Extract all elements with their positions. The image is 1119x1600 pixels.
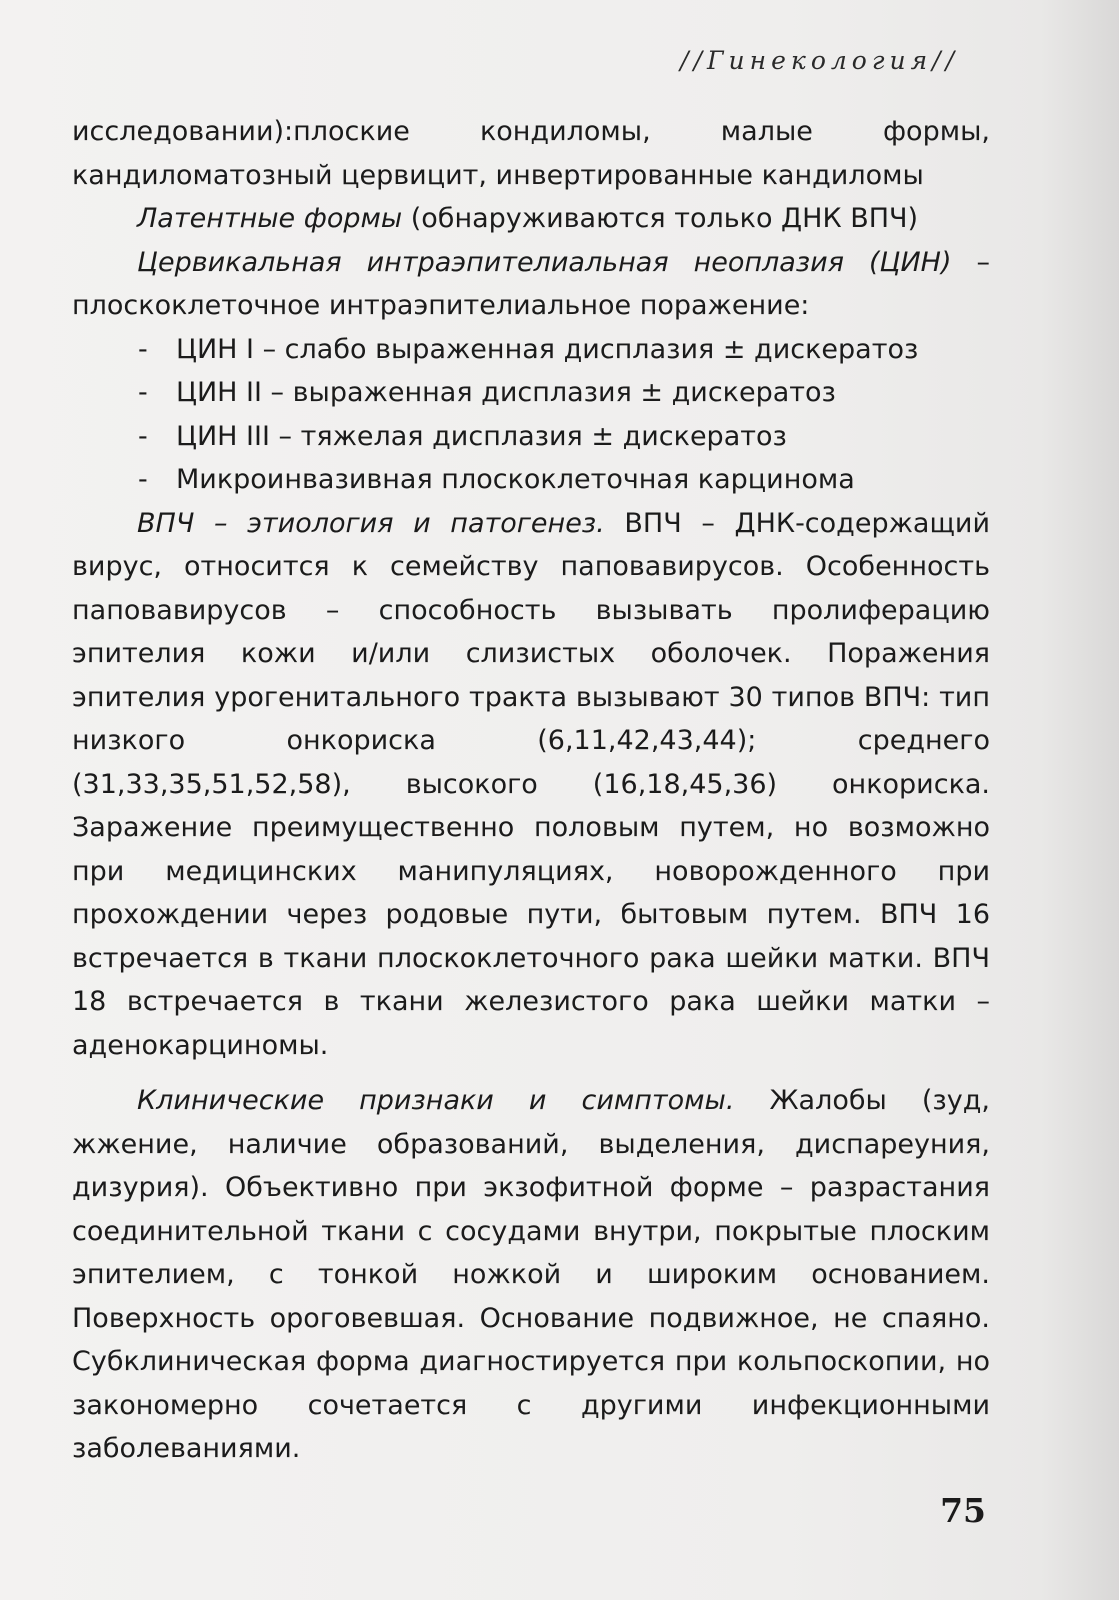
latent-forms-lead: Латентные формы bbox=[137, 203, 403, 234]
cin-text: – плоскоклеточное интраэпителиальное поражение: bbox=[72, 246, 990, 321]
list-item-text: ЦИН I – слабо выраженная дисплазия ± дискератоз bbox=[176, 333, 919, 365]
list-dash: - bbox=[138, 333, 148, 365]
list-item bbox=[72, 328, 990, 372]
page-number: 75 bbox=[940, 1491, 986, 1530]
list-item bbox=[72, 458, 990, 502]
cin-lead: Цервикальная интраэпителиальная неоплазия (ЦИН) bbox=[137, 246, 952, 278]
list-item-text: ЦИН II – выраженная дисплазия ± дискератоз bbox=[176, 377, 836, 408]
hpv-etiology-text: ВПЧ – ДНК-содержащий вирус, относится к семейству паповавирусов. Особенность паповавирусов – способность вызывать пролиферацию эпителия кожи и/или слизистых оболочек. Поражения эпителия урогенитального тракта вызывают 30 типов ВПЧ: тип низкого онкориска (6,11,42,43,44); среднего (31,33,35,51,52,58), высокого (16,18,45,36) онкориска. Заражение преимущественно половым путем, но возможно при медицинских манипуляциях, новорожденного при прохождении через родовые пути, бытовым путем. ВПЧ 16 встречается в ткани плоскоклеточного рака шейки матки. ВПЧ 18 встречается в ткани железистого рака шейки матки – аденокарциномы. bbox=[72, 507, 990, 1061]
clinical-signs-text: Жалобы (зуд, жжение, наличие образований, выделения, диспареуния, дизурия). Объективно при экзофитной форме – разрастания соединительной ткани с сосудами внутри, покрытые плоским эпителием, с тонкой ножкой и широким основанием. Поверхность ороговевшая. Основание подвижное, не спаяно. Субклиническая форма диагностируется при кольпоскопии, но закономерно сочетается с другими инфекционными заболеваниями. bbox=[72, 1085, 990, 1464]
list-dash: - bbox=[138, 464, 148, 495]
paragraph-latent-forms bbox=[72, 197, 990, 241]
clinical-signs-lead: Клинические признаки и симптомы. bbox=[137, 1085, 735, 1116]
paragraph-hpv-etiology bbox=[72, 502, 990, 1068]
list-item-text: Микроинвазивная плоскоклеточная карцинома bbox=[176, 464, 855, 495]
list-item-text: ЦИН III – тяжелая дисплазия ± дискератоз bbox=[176, 420, 787, 452]
cin-list bbox=[72, 328, 990, 502]
list-dash: - bbox=[138, 377, 148, 408]
hpv-etiology-lead: ВПЧ – этиология и патогенез. bbox=[137, 507, 605, 539]
running-header: //Гинекология// bbox=[680, 46, 959, 75]
paragraph-gap bbox=[72, 1067, 990, 1079]
list-item bbox=[72, 371, 990, 415]
list-dash: - bbox=[138, 420, 148, 452]
paragraph-clinical-signs bbox=[72, 1079, 990, 1471]
latent-forms-text: (обнаруживаются только ДНК ВПЧ) bbox=[402, 203, 919, 234]
paragraph-continuation: исследовании):плоские кондиломы, малые формы, кандиломатозный цервицит, инвертированные кандиломы bbox=[72, 116, 990, 191]
page-body bbox=[72, 110, 990, 1471]
list-item bbox=[72, 415, 990, 459]
paragraph-cin bbox=[72, 241, 990, 328]
